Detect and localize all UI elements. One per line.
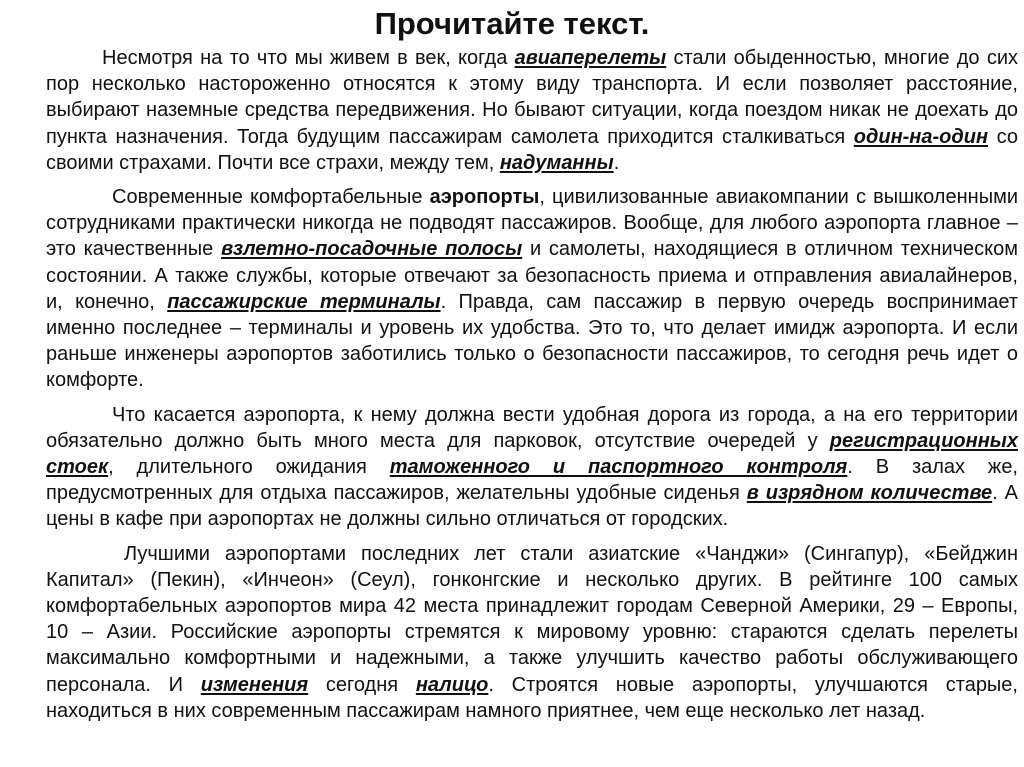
text-run: Несмотря на то что мы живем в век, когда (102, 47, 515, 69)
key-term: авиаперелеты (514, 47, 667, 69)
text-body (46, 45, 1018, 724)
text-run: и самолеты, находящиеся в отличном техническом состоянии. А также службы, которые отвечают за безопасность приема и отправления авиалайнеров, и, конечно, (46, 238, 1019, 313)
key-term: один-на-один (853, 125, 989, 148)
key-term: в изрядном количестве (746, 482, 993, 505)
text-run: . (613, 151, 620, 174)
page-title: Прочитайте текст. (374, 6, 650, 41)
key-term: пассажирские терминалы (167, 290, 441, 313)
text-run: . Строятся новые аэропорты, улучшаются старые, находиться в них современным пассажирам намного приятнее, чем еще несколько лет назад. (46, 673, 1018, 722)
key-term: надуманны (499, 151, 614, 174)
text-run: стали обыденностью, многие до сих пор несколько настороженно относятся к этому виду транспорта. И если позволяет расстояние, выбирают наземные средства передвижения. Но бывают ситуации, когда поездом никак не доехать до пункта назначения. Тогда будущим пассажирам самолета приходится сталкиваться (46, 47, 1018, 148)
text-run: , цивилизованные авиакомпании с вышколенными сотрудниками практически никогда не подводят пассажиров. Вообще, для любого аэропорта главное – это качественные (46, 186, 1018, 261)
key-term: таможенного и паспортного контроля (389, 456, 848, 479)
paragraph (46, 45, 1018, 176)
text-run: . Правда, сам пассажир в первую очередь воспринимает именно последнее – терминалы и уровень их удобства. Это то, что делает имидж аэропорта. И если раньше инженеры аэропортов заботились только о безопасности пассажиров, то сегодня речь идет о комфорте. (46, 290, 1018, 392)
paragraph (46, 541, 1018, 724)
key-term: налицо (415, 673, 489, 696)
text-run: . А цены в кафе при аэропортах не должны сильно отличаться от городских. (46, 482, 1019, 531)
text-run: Что касается аэропорта, к нему должна вести удобная дорога из города, а на его территории обязательно должно быть много места для парковок, отсутствие очередей у (46, 403, 1018, 452)
text-run: . В залах же, предусмотренных для отдыха пассажиров, желательны удобные сиденья (46, 456, 1018, 505)
key-term: регистрационных стоек (46, 429, 1018, 479)
paragraph (46, 402, 1018, 533)
key-term: аэропорты (429, 186, 540, 209)
key-term: взлетно-посадочные полосы (221, 238, 523, 261)
text-run: Современные комфортабельные (112, 186, 430, 209)
paragraph (46, 184, 1018, 394)
key-term: изменения (200, 673, 309, 696)
text-run: со своими страхами. Почти все страхи, между тем, (46, 125, 1018, 174)
text-run: сегодня (308, 673, 416, 696)
text-run: Лучшими аэропортами последних лет стали азиатские «Чанджи» (Сингапур), «Бейджин Капитал» (Пекин), «Инчеон» (Сеул), гонконгские и несколько других. В рейтинге 100 самых комфортабельных аэропортов мира 42 места принадлежит городам Северной Америки, 29 – Европы, 10 – Азии. Российские аэропорты стремятся к мировому уровню: стараются сделать перелеты максимально комфортными и надежными, а также улучшить качество работы обслуживающего персонала. И (46, 542, 1018, 696)
text-run: , длительного ожидания (108, 456, 390, 479)
